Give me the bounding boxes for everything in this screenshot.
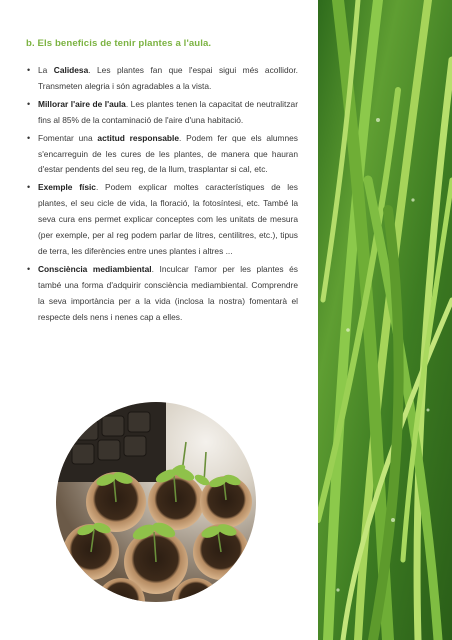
item-prefix: La — [38, 65, 54, 75]
item-text: . Podem explicar moltes característiques de les plantes, el seu cicle de vida, la floració, la fotosíntesi, etc. També la seva cura ens permet explicar conceptes com les unitats de mesura (per exemple, per al reg podem parlar de litres, centilitres, etc.), tipus de terra, les diferències entre unes plantes i altres ... — [38, 182, 298, 256]
item-bold: Millorar l'aire de l'aula — [38, 98, 126, 109]
section-heading: b. Els beneficis de tenir plantes a l'aula. — [26, 38, 212, 49]
item-bold: actitud responsable — [97, 132, 180, 143]
bullet-icon: • — [27, 132, 31, 143]
list-item — [26, 97, 298, 129]
bullet-icon: • — [27, 182, 31, 193]
list-item — [26, 63, 298, 95]
seedlings-photo — [56, 402, 256, 602]
item-text: . Inculcar l'amor per les plantes és també una forma d'adquirir consciència mediambiental. Comprendre la seva importància per a la vida (inclosa la nostra) fomentarà el respecte dels nens i nenes cap a elles. — [38, 263, 298, 322]
list-item — [26, 180, 298, 260]
list-item — [26, 262, 298, 326]
text-column — [26, 38, 298, 328]
grass-photo — [318, 0, 452, 640]
bullet-icon: • — [27, 263, 31, 274]
bullet-icon: • — [27, 65, 31, 75]
bullet-icon: • — [27, 98, 31, 109]
item-bold: Calidesa — [53, 65, 89, 75]
item-bold: Consciència mediambiental — [38, 263, 152, 274]
item-prefix: Fomentar una — [38, 132, 98, 143]
item-text: . Les plantes tenen la capacitat de neutralitzar fins al 85% de la contaminació de l'aire d'una habitació. — [38, 98, 298, 125]
list-item — [26, 131, 298, 179]
item-text: . Les plantes fan que l'espai sigui més acollidor. Transmeten alegria i són agradables a la vista. — [38, 65, 298, 91]
item-bold: Exemple físic — [38, 182, 96, 193]
benefits-list — [26, 63, 298, 326]
item-text: . Podem fer que els alumnes s'encarreguin de les cures de les plantes, de manera que hauran d'estar pendents del seu reg, de la llum, trasplantar si cal, etc. — [38, 132, 298, 175]
